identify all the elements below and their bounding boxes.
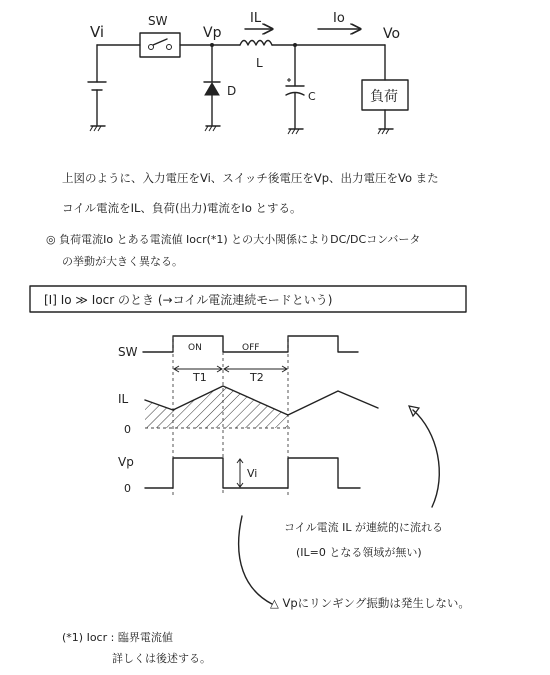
- t2-label: T2: [250, 371, 264, 384]
- desc-line-2: コイル電流をIL、負荷(出力)電流をIo とする。: [62, 201, 302, 215]
- t1-label: T1: [193, 371, 207, 384]
- ground-icon: [288, 129, 303, 134]
- off-label: OFF: [242, 343, 260, 353]
- description-text: [46, 171, 439, 268]
- il-label: IL: [250, 11, 262, 26]
- waveform-diagram: [118, 336, 378, 496]
- vo-label: Vo: [383, 26, 401, 42]
- desc-line-1: 上図のように、入力電圧をVi、スイッチ後電圧をVp、出力電圧をVo また: [62, 171, 439, 185]
- vp-wave-label: Vp: [118, 455, 134, 469]
- il-wave-label: IL: [118, 392, 129, 406]
- c-label: C: [308, 90, 316, 103]
- footnote-line-1: (*1) Iocr : 臨界電流値: [62, 631, 173, 644]
- desc-line-3: ◎ 負荷電流Io とある電流値 Iocr(*1) との大小関係によりDC/DCコンバータ: [46, 233, 421, 246]
- l-label: L: [256, 56, 263, 70]
- annotations: [239, 406, 470, 610]
- vi-wave-label: Vi: [247, 467, 258, 480]
- note2: △ Vpにリンギング振動は発生しない。: [270, 596, 470, 610]
- desc-line-4: の挙動が大きく異なる。: [62, 255, 183, 268]
- diode-icon: [204, 82, 220, 95]
- inductor-icon: [240, 41, 272, 46]
- switch-box: [140, 33, 180, 57]
- io-label: Io: [333, 11, 345, 26]
- switch-icon: [149, 39, 172, 50]
- sw-label: SW: [148, 14, 168, 28]
- d-label: D: [227, 84, 237, 98]
- sw-wave-label: SW: [118, 345, 138, 359]
- section-box-label: [I] Io ≫ Iocr のとき (→コイル電流連続モードという): [44, 293, 333, 307]
- annotation-curve-2: [239, 516, 272, 604]
- vp-label: Vp: [203, 25, 222, 41]
- vi-label: Vi: [90, 23, 105, 41]
- load-label: 負荷: [370, 89, 398, 105]
- footnote: [62, 630, 211, 665]
- circuit-diagram: [88, 11, 408, 134]
- ground-icon: [378, 129, 393, 134]
- footnote-line-2: 詳しくは後述する。: [112, 652, 211, 665]
- vp-zero-label: 0: [124, 482, 131, 495]
- il-zero-label: 0: [124, 423, 131, 436]
- ground-icon: [205, 126, 220, 131]
- on-label: ON: [188, 343, 202, 353]
- note1-line2: (IL=0 となる領域が無い): [296, 546, 422, 559]
- annotation-curve-1: [413, 410, 439, 507]
- ground-icon: [90, 126, 105, 131]
- note1-line1: コイル電流 IL が連続的に流れる: [284, 521, 444, 534]
